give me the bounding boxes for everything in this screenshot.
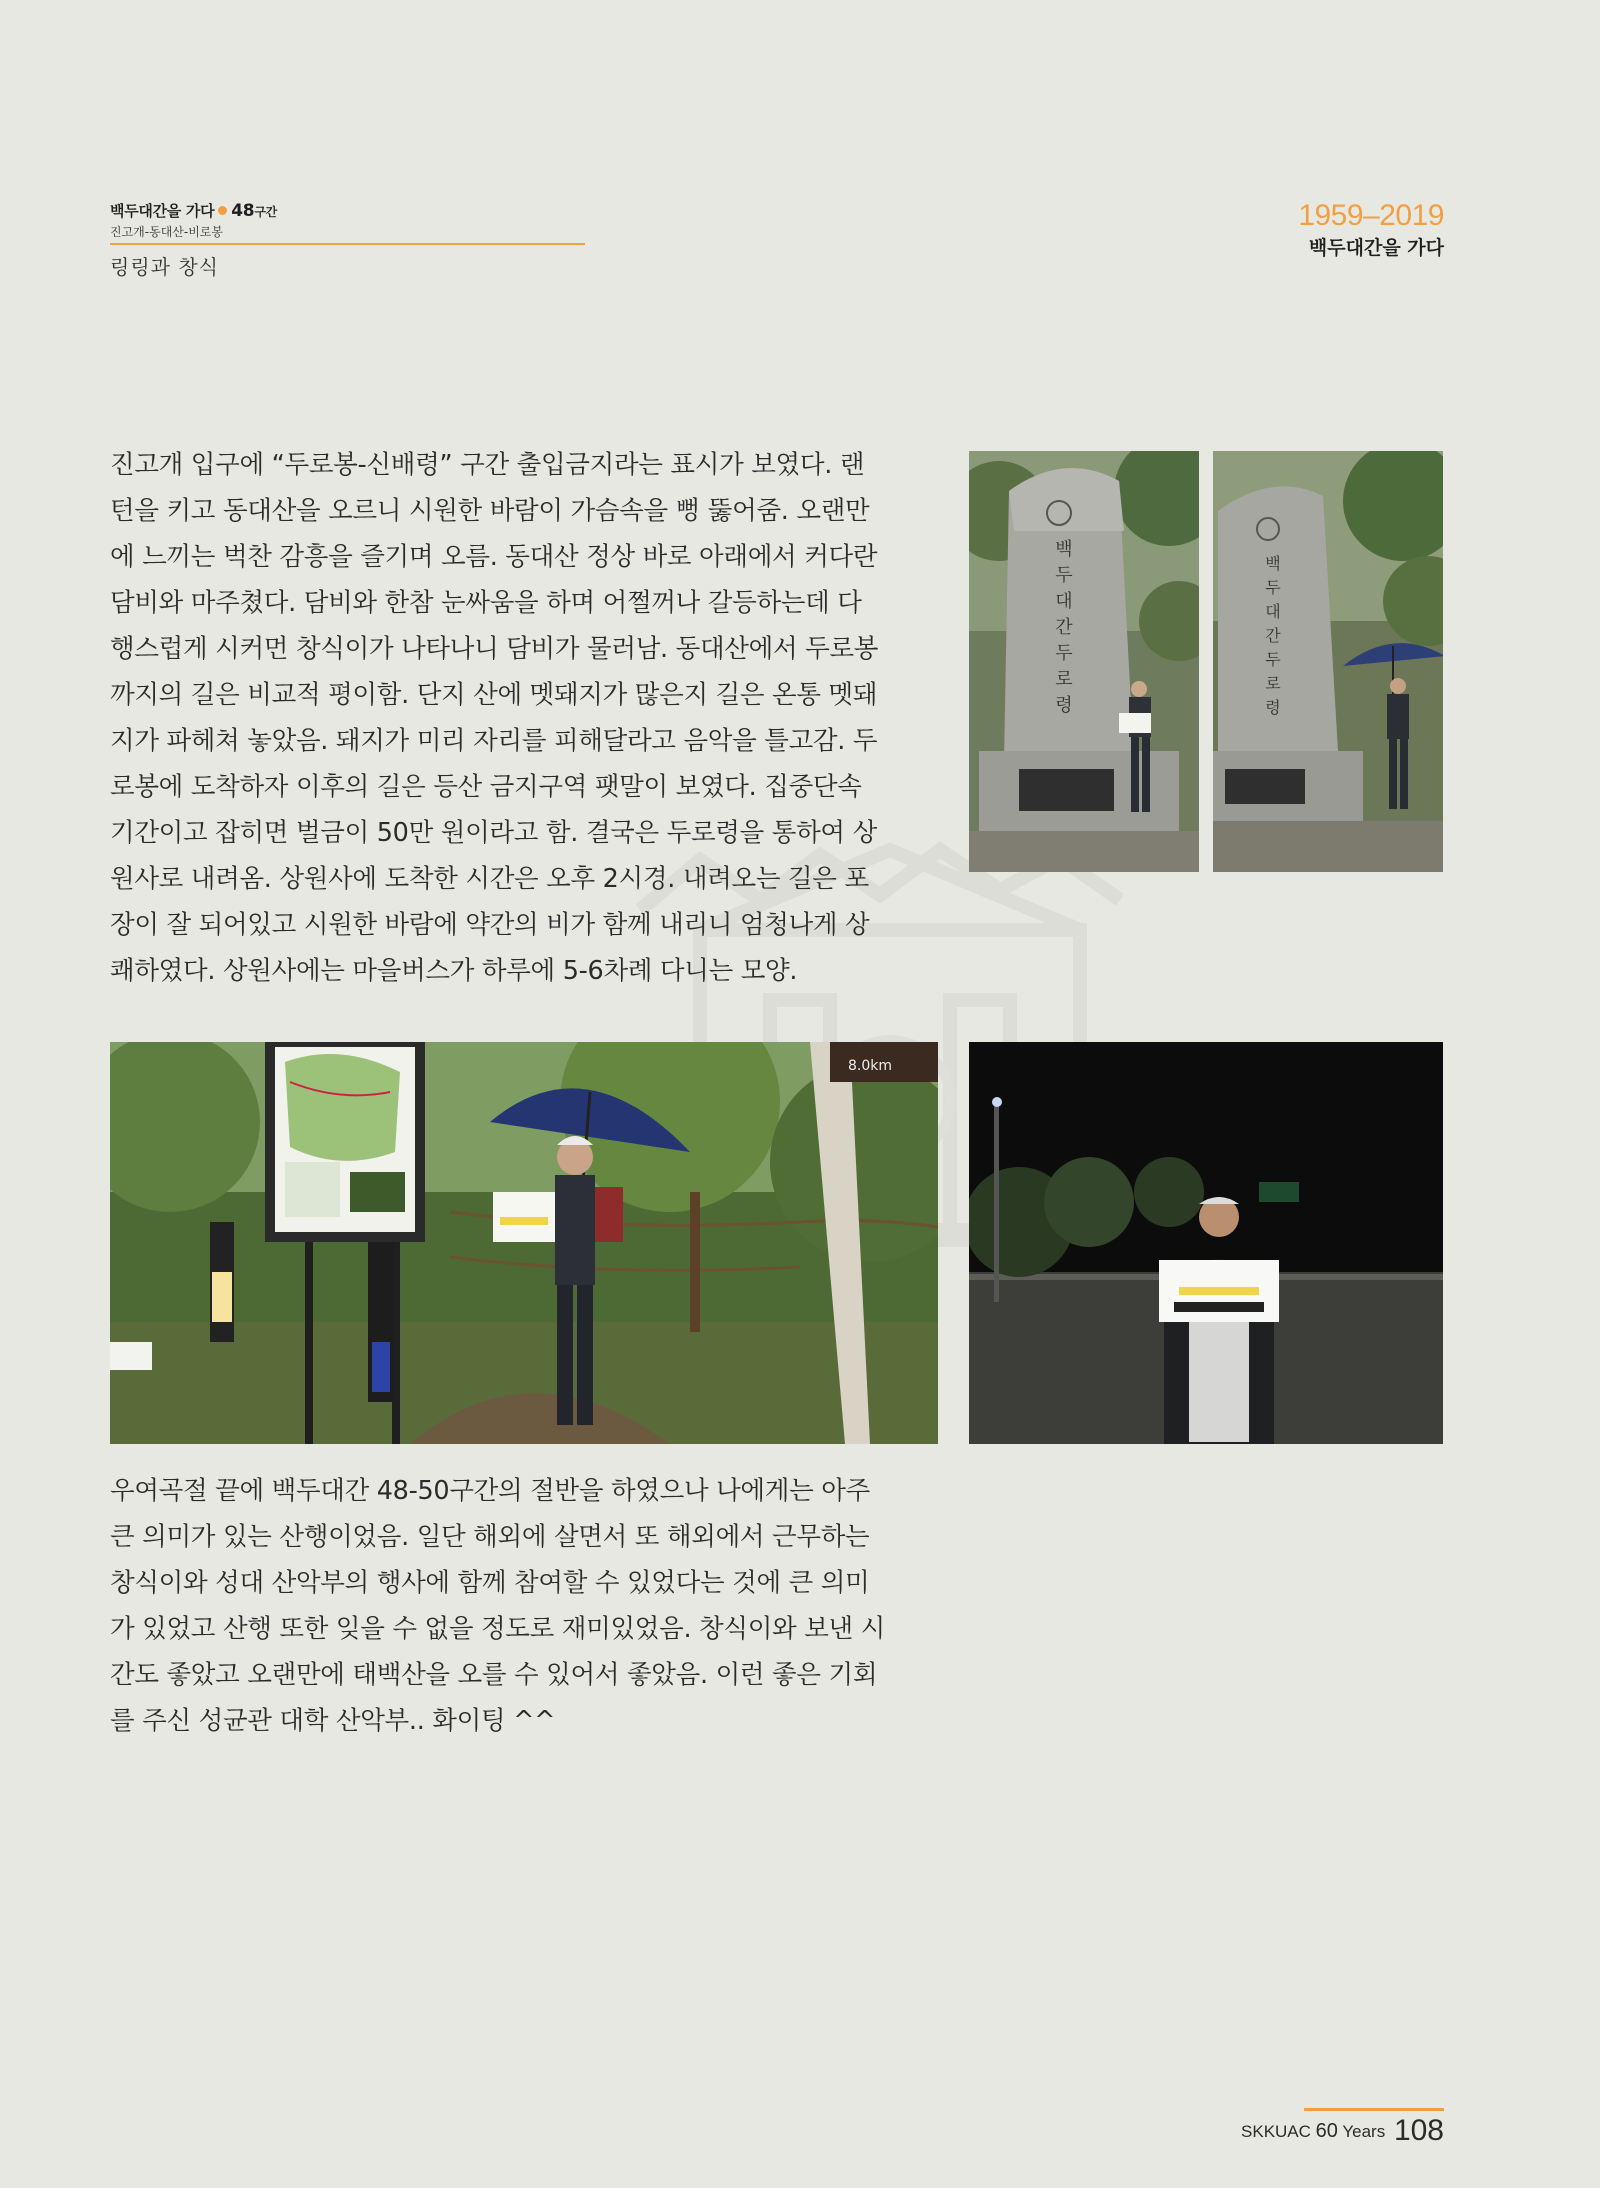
route-subtitle: 진고개-동대산-비로봉 [110, 225, 223, 239]
photo-night-road [969, 1042, 1443, 1444]
text-line: 담비와 마주쳤다. 담비와 한참 눈싸움을 하며 어쩔꺼나 갈등하는데 다 [110, 588, 862, 618]
text-line: 까지의 길은 비교적 평이함. 단지 산에 멧돼지가 많은지 길은 온통 멧돼 [110, 680, 878, 710]
text-line: 가 있었고 산행 또한 잊을 수 없을 정도로 재미있었음. 창식이와 보낸 시 [110, 1614, 885, 1644]
text-line: 진고개 입구에 “두로봉-신배령” 구간 출입금지라는 표시가 보였다. 랜 [110, 450, 865, 480]
distance-sign-text: 8.0km [848, 1058, 893, 1074]
footer-divider [1304, 2108, 1444, 2111]
text-line: 우여곡절 끝에 백두대간 48-50구간의 절반을 하였으나 나에게는 아주 [110, 1476, 870, 1506]
text-line: 쾌하였다. 상원사에는 마을버스가 하루에 5-6차례 다니는 모양. [110, 956, 798, 986]
text-line: 큰 의미가 있는 산행이었음. 일단 해외에 살면서 또 해외에서 근무하는 [110, 1522, 870, 1552]
monument-char: 로 [1265, 674, 1281, 693]
monument-char: 대 [1055, 591, 1073, 612]
page-number: 108 [1393, 2114, 1444, 2147]
monument-char: 간 [1055, 617, 1073, 638]
monument-char: 두 [1265, 650, 1281, 669]
monument-char: 백 [1265, 554, 1281, 573]
anniversary-number: 60 [1315, 2120, 1338, 2142]
years-range: 1959–2019 [1298, 199, 1444, 232]
monument-char: 백 [1055, 539, 1073, 560]
monument-char: 두 [1055, 643, 1073, 664]
photo-monument-umbrella [1213, 451, 1443, 872]
orange-dot-icon [218, 206, 227, 215]
article-title: 링링과 창식 [110, 255, 219, 279]
series-label [110, 200, 585, 221]
text-line: 간도 좋았고 오랜만에 태백산을 오를 수 있어서 좋았음. 이런 좋은 기회 [110, 1660, 878, 1690]
body-paragraph-2 [110, 1468, 938, 1744]
text-line: 창식이와 성대 산악부의 행사에 함께 참여할 수 있었다는 것에 큰 의미 [110, 1568, 870, 1598]
photo-monument-sign [969, 451, 1199, 872]
section-unit: 구간 [254, 205, 277, 219]
monument-char: 두 [1265, 578, 1281, 597]
text-line: 장이 잘 되어있고 시원한 바람에 약간의 비가 함께 내리니 엄청나게 상 [110, 910, 870, 940]
monument-char: 로 [1055, 669, 1073, 690]
text-line: 턴을 키고 동대산을 오르니 시원한 바람이 가슴속을 뻥 뚫어줌. 오랜만 [110, 496, 870, 526]
text-line: 를 주신 성균관 대학 산악부.. 화이팅 ^^ [110, 1706, 556, 1736]
year-end: 2019 [1379, 199, 1444, 232]
text-line: 기간이고 잡히면 벌금이 50만 원이라고 함. 결국은 두로령을 통하여 상 [110, 818, 877, 848]
monument-char: 대 [1265, 602, 1281, 621]
monument-char: 두 [1055, 565, 1073, 586]
header-right [1298, 200, 1444, 260]
series-name: 백두대간을 가다 [110, 202, 215, 220]
running-header [110, 200, 585, 280]
monument-char: 간 [1265, 626, 1281, 645]
monument-char: 령 [1055, 695, 1073, 716]
anniversary-word: Years [1342, 2122, 1386, 2141]
year-start: 1959 [1298, 199, 1364, 232]
photo-trail-map-hiker [110, 1042, 938, 1444]
text-line: 원사로 내려옴. 상원사에 도착한 시간은 오후 2시경. 내려오는 길은 포 [110, 864, 869, 894]
section-title-right: 백두대간을 가다 [1308, 237, 1444, 259]
monument-char: 령 [1265, 698, 1281, 717]
body-paragraph-1 [110, 442, 938, 994]
org-name: SKKUAC [1241, 2122, 1311, 2141]
section-number: 48 [231, 201, 255, 221]
text-line: 로봉에 도착하자 이후의 길은 등산 금지구역 팻말이 보였다. 집중단속 [110, 772, 862, 802]
page-footer [1241, 2102, 1444, 2148]
text-line: 에 느끼는 벅찬 감흥을 즐기며 오름. 동대산 정상 바로 아래에서 커다란 [110, 542, 878, 572]
text-line: 행스럽게 시커먼 창식이가 나타나니 담비가 물러남. 동대산에서 두로봉 [110, 634, 879, 664]
header-divider [110, 243, 585, 245]
text-line: 지가 파헤쳐 놓았음. 돼지가 미리 자리를 피해달라고 음악을 틀고감. 두 [110, 726, 878, 756]
